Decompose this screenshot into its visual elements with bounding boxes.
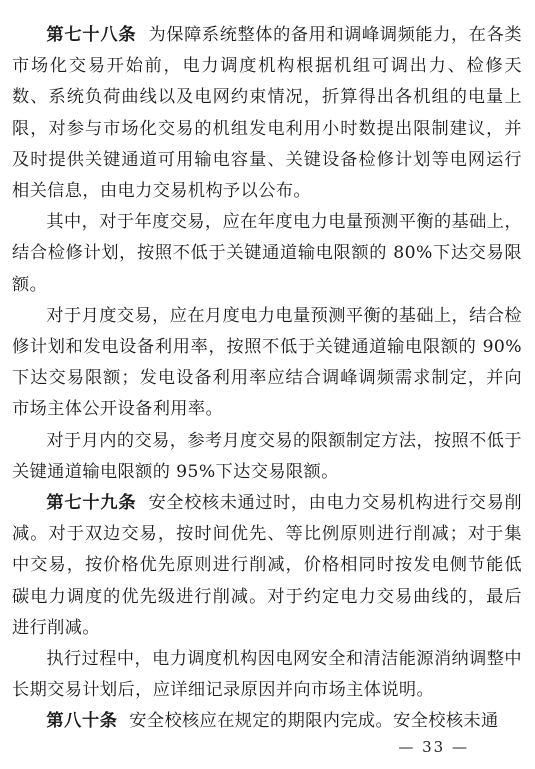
page-number: — 33 — bbox=[398, 738, 469, 756]
monthly-trade-text: 对于月度交易，应在月度电力电量预测平衡的基础上，结合检修计划和发电设备利用率，按照不低于关键通道输电限额的 90%下达交易限额；发电设备利用率应结合调峰调频需求制定，并向市场主体公开设备利用率。 bbox=[12, 305, 522, 420]
intra-month-trade-text: 对于月内的交易，参考月度交易的限额制定方法，按照不低于关键通道输电限额的 95%下达交易限额。 bbox=[12, 430, 522, 482]
article-79-text: 安全校核未通过时，由电力交易机构进行交易削减。对于双边交易，按时间优先、等比例原则进行削减；对于集中交易，按价格优先原则进行削减，价格相同时按发电侧节能低碳电力调度的优先级进行削减。对于约定电力交易曲线的，最后进行削减。 bbox=[12, 493, 522, 638]
annual-trade-text: 其中，对于年度交易，应在年度电力电量预测平衡的基础上，结合检修计划，按照不低于关键通道输电限额的 80%下达交易限额。 bbox=[12, 212, 522, 295]
monthly-trade-paragraph bbox=[12, 301, 522, 426]
article-79-number: 第七十九条 bbox=[46, 493, 137, 514]
article-78-paragraph bbox=[12, 20, 522, 207]
execution-text: 执行过程中，电力调度机构因电网安全和清洁能源消纳调整中长期交易计划后，应详细记录原因并向市场主体说明。 bbox=[12, 649, 522, 701]
article-79-paragraph bbox=[12, 488, 522, 644]
annual-trade-paragraph bbox=[12, 207, 522, 301]
intra-month-trade-paragraph bbox=[12, 426, 522, 488]
execution-paragraph bbox=[12, 644, 522, 706]
document-body bbox=[12, 20, 522, 738]
article-78-number: 第七十八条 bbox=[46, 25, 137, 45]
article-80-text: 安全校核应在规定的期限内完成。安全校核未通 bbox=[129, 711, 499, 732]
article-78-text: 为保障系统整体的备用和调峰调频能力，在各类市场化交易开始前，电力调度机构根据机组可调出力、检修天数、系统负荷曲线以及电网约束情况，折算得出各机组的电量上限，对参与市场化交易的机组发电利用小时数提出限制建议，并及时提供关键通道可用输电容量、关键设备检修计划等电网运行相关信息，由电力交易机构予以公布。 bbox=[12, 25, 522, 202]
article-80-paragraph bbox=[12, 706, 522, 737]
article-80-number: 第八十条 bbox=[46, 711, 118, 732]
